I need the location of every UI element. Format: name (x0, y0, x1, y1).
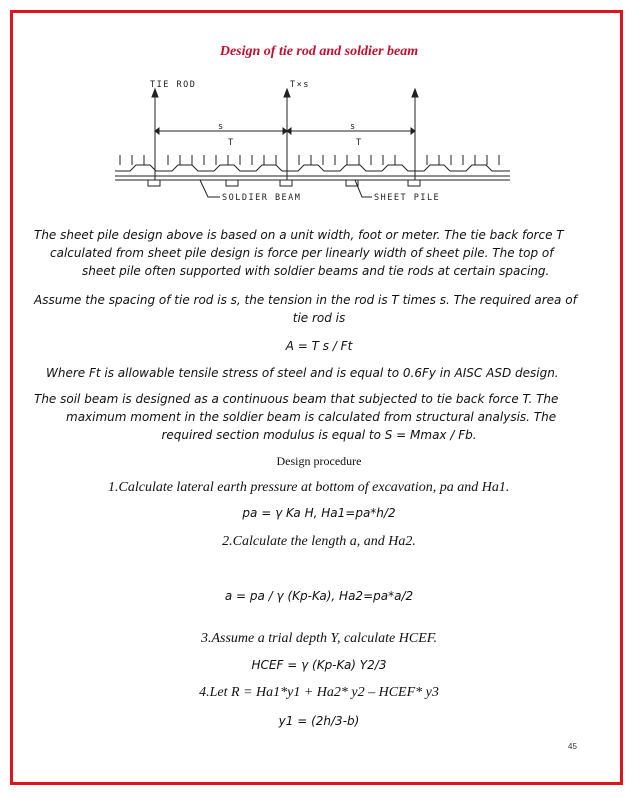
beam-clip (408, 180, 420, 186)
tie-rod-diagram (110, 75, 530, 215)
paragraph-4-line-3: required section modulus is equal to S = Mmax / Fb. (161, 428, 477, 442)
beam-clip (148, 180, 160, 186)
paragraph-4-line-1: The soil beam is designed as a continuous beam that subjected to tie back force T. The (34, 392, 559, 406)
procedure-equation-3: HCEF = γ (Kp-Ka) Y2/3 (251, 658, 387, 672)
procedure-equation-1: pa = γ Ka H, Ha1=pa*h/2 (242, 506, 396, 520)
paragraph-1-line-2: calculated from sheet pile design is force per linearly width of sheet pile. The top of (50, 246, 554, 260)
soldier-beam-leader (200, 180, 220, 197)
soldier-beam-label: SOLDIER BEAM (222, 193, 302, 203)
spacing-label-left: s (218, 122, 225, 132)
paragraph-2-line-1: Assume the spacing of tie rod is s, the tension in the rod is T times s. The required area of (34, 293, 577, 307)
force-label-left: T (228, 138, 235, 148)
procedure-step-4: 4.Let R = Ha1*y1 + Ha2* y2 – HCEF* y3 (199, 685, 439, 700)
paragraph-3: Where Ft is allowable tensile stress of steel and is equal to 0.6Fy in AISC ASD design. (46, 366, 559, 380)
sheet-pile-label: SHEET PILE (374, 193, 441, 203)
page-title: Design of tie rod and soldier beam (219, 44, 419, 59)
procedure-step-3: 3.Assume a trial depth Y, calculate HCEF. (200, 631, 438, 646)
spacing-label-right: s (350, 122, 357, 132)
paragraph-1-line-3: sheet pile often supported with soldier beams and tie rods at certain spacing. (82, 264, 550, 278)
paragraph-1-line-1: The sheet pile design above is based on a unit width, foot or meter. The tie back force T (34, 228, 564, 242)
distributed-load-arrows (120, 155, 499, 165)
tie-rod-left-arrowhead (152, 89, 158, 97)
paragraph-4-line-2: maximum moment in the soldier beam is calculated from structural analysis. The (66, 410, 557, 424)
procedure-step-1: 1.Calculate lateral earth pressure at bottom of excavation, pa and Ha1. (108, 480, 510, 495)
procedure-equation-4: y1 = (2h/3-b) (278, 714, 360, 728)
equation-area: A = T s / Ft (285, 339, 353, 353)
tie-rod-middle-arrowhead (284, 89, 290, 97)
force-label-right: T (356, 138, 363, 148)
beam-clip (226, 180, 238, 186)
procedure-heading: Design procedure (276, 454, 362, 468)
sheet-pile-profile (115, 165, 510, 171)
procedure-step-2: 2.Calculate the length a, and Ha2. (222, 534, 416, 549)
beam-clip (280, 180, 292, 186)
page-number: 45 (568, 742, 577, 751)
tie-rod-label: TIE ROD (150, 80, 197, 90)
tie-rod-right-arrowhead (412, 89, 418, 97)
paragraph-2-line-2: tie rod is (292, 311, 346, 325)
tension-label: T×s (290, 80, 310, 90)
procedure-equation-2: a = pa / γ (Kp-Ka), Ha2=pa*a/2 (224, 589, 414, 603)
